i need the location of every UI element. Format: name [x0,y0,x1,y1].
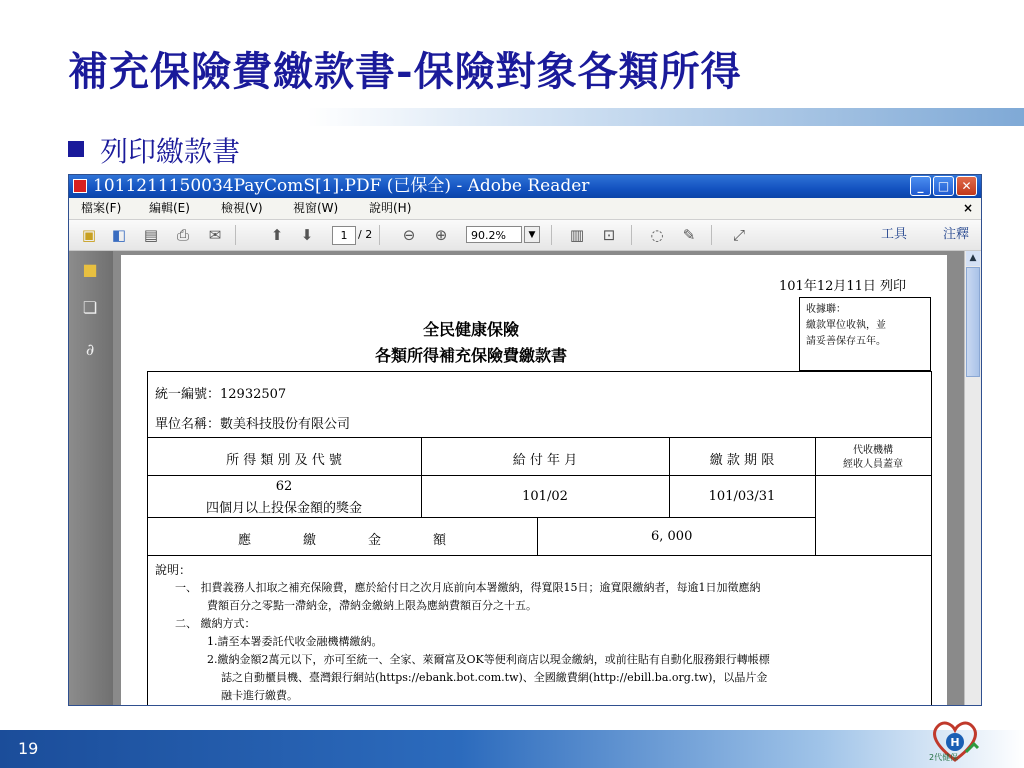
scroll-thumb[interactable] [966,267,980,377]
toolbar-separator [711,225,712,245]
toolbar-separator [631,225,632,245]
form-title-line2: 各類所得補充保險費繳款書 [374,346,567,365]
receipt-box [799,297,931,371]
sign-icon[interactable]: ✎ [682,226,696,244]
pages-icon[interactable]: ❏ [82,298,98,317]
lock-icon[interactable]: ■ [82,260,98,279]
amount-value: 6, 000 [651,529,693,544]
next-page-icon[interactable]: ⬇ [300,226,314,244]
close-button[interactable]: ✕ [956,176,977,196]
bullet-square-icon [68,141,84,157]
notes-heading: 說明： [155,563,192,577]
menu-close-icon[interactable]: × [962,201,973,215]
toolbar-separator [551,225,552,245]
note-line: 費額百分之零點一滯納金，滯納金繳納上限為應納費額百分之十五。 [207,599,537,612]
toolbar-separator [235,225,236,245]
previous-page-icon[interactable]: ⬆ [270,226,284,244]
scroll-up-icon[interactable]: ▲ [966,251,980,266]
uniform-number: 統一編號：12932507 [155,387,287,402]
page-total: / 2 [358,228,373,241]
slide-number: 19 [18,739,39,758]
amount-label: 應 繳 金 額 [237,533,446,548]
header-pay-month: 給 付 年 月 [512,453,578,468]
tools-button[interactable]: 工具 [880,227,907,242]
email-icon[interactable]: ✉ [208,226,222,244]
header-agency-stamp: 經收人員蓋章 [843,459,903,470]
note-line: 誌之自動櫃員機、臺灣銀行網站(https://ebank.bot.com.tw)、全國繳費網(http://ebill.ba.org.tw)，以晶片金 [221,671,768,684]
table-line [147,475,931,476]
menu-help[interactable]: 說明(H) [369,201,412,215]
zoom-dropdown-icon[interactable]: ▼ [524,226,540,243]
pay-month-value: 101/02 [522,489,568,504]
receipt-line: 繳款單位收執，並 [806,320,886,331]
zoom-input[interactable]: 90.2% [466,226,522,243]
maximize-button[interactable]: □ [933,176,954,196]
menu-window[interactable]: 視窗(W) [293,201,339,215]
bullet-item [68,130,240,170]
navigation-pane [69,251,113,706]
fit-width-icon[interactable]: ⊡ [602,226,616,244]
header-agency: 代收機構 [853,445,893,456]
page-number-input[interactable]: 1 [332,226,356,245]
vertical-scrollbar[interactable] [964,251,981,706]
table-line [147,371,931,372]
receipt-line: 請妥善保存五年。 [806,336,886,347]
comment-button[interactable]: 注釋 [942,227,969,242]
svg-text:H: H [950,736,960,749]
zoom-out-icon[interactable]: ⊖ [402,226,416,244]
note-line: 1.請至本署委託代收金融機構繳納。 [207,635,383,648]
toolbar [69,220,981,251]
table-line [147,437,931,438]
unit-name: 單位名稱：數美科技股份有限公司 [155,417,351,432]
form-title-line1: 全民健康保險 [422,320,519,339]
zoom-in-icon[interactable]: ⊕ [434,226,448,244]
menu-view[interactable]: 檢視(V) [221,201,263,215]
table-line [537,517,538,555]
comment-icon[interactable]: ◌ [650,226,664,244]
table-line [147,555,931,556]
header-due-date: 繳 款 期 限 [709,453,775,468]
full-screen-icon[interactable]: ⤢ [732,226,745,244]
save-icon[interactable]: ▤ [143,226,159,244]
slide-footer [0,730,1024,768]
menu-file[interactable]: 檔案(F) [81,201,122,215]
table-line [147,517,815,518]
open-icon[interactable]: ◧ [111,226,127,244]
logo-caption: 2代健保 [929,753,959,762]
pdf-file-icon [73,179,87,193]
slide-title: 補充保險費繳款書-保險對象各類所得 [68,48,742,95]
print-icon[interactable]: ⎙ [176,226,189,244]
table-line [931,371,932,706]
window-title: 1011211150034PayComS[1].PDF (已保全) - Adobe Reader [93,176,590,196]
fit-page-icon[interactable]: ▥ [569,226,585,244]
note-line: 一、 扣費義務人扣取之補充保險費，應於給付日之次月底前向本署繳納，得寬限15日；逾寬限繳納者，每逾1日加徵應納 [175,581,761,594]
header-income-type: 所 得 類 別 及 代 號 [226,453,342,468]
bullet-text: 列印繳款書 [100,135,241,168]
due-date-value: 101/03/31 [708,489,776,504]
create-pdf-icon[interactable]: ▣ [81,226,97,244]
menu-bar [69,198,981,220]
minimize-button[interactable]: _ [910,176,931,196]
adobe-reader-window [68,174,982,706]
receipt-line: 收據聯： [806,304,846,315]
pdf-page [121,255,947,706]
window-titlebar[interactable] [69,175,981,198]
document-area [113,251,965,706]
title-underline [0,108,1024,126]
note-line: 融卡進行繳費。 [221,689,298,702]
income-description: 四個月以上投保金額的獎金 [205,501,362,516]
note-line: 二、 繳納方式： [175,617,256,630]
note-line: 2.繳納金額2萬元以下，亦可至統一、全家、萊爾富及OK等便利商店以現金繳納，或前往貼有自動化服務銀行轉帳標 [207,653,770,666]
toolbar-separator [379,225,380,245]
print-date: 101年12月11日 列印 [779,279,907,294]
income-code: 62 [275,479,293,494]
menu-edit[interactable]: 編輯(E) [149,201,190,215]
attachment-icon[interactable]: ∂ [85,340,95,359]
